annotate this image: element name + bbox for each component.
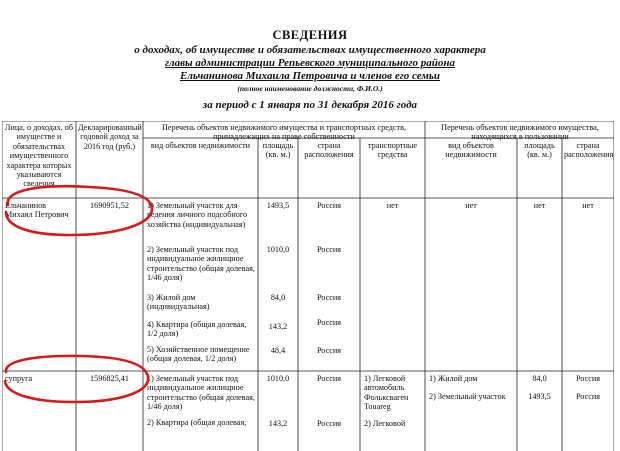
row2-income: 1596825,41 (90, 374, 129, 383)
row1-used-country: нет (582, 201, 594, 210)
header-owned-group: Перечень объектов недвижимого имущества и транспортных средств, принадлежащих на праве собственности (161, 123, 407, 142)
row1-vehicles: нет (386, 201, 399, 210)
row2-vehicle-2: 2) Легковой (364, 419, 406, 428)
document-title: СВЕДЕНИЯ (272, 28, 348, 42)
row2-used-1-type: 1) Жилой дом (429, 374, 478, 383)
row1-object-3-area: 84,0 (270, 293, 286, 302)
row2-used-2-country: Россия (575, 392, 601, 401)
row2-person: супруга (5, 374, 33, 383)
row1-object-2-area: 1010,0 (266, 245, 290, 254)
row2-object-2-country: Россия (316, 419, 342, 428)
row2-vehicle-1: 1) Легковой автомобиль Фольксваген Touareg (364, 374, 409, 412)
header-owned-area: площадь (кв. м.) (262, 141, 294, 160)
row1-object-2-country: Россия (316, 245, 342, 254)
row1-object-3-type: 3) Жилой дом (индивидуальная) (147, 293, 210, 312)
highlight-ellipse-income-2 (5, 356, 148, 402)
header-used-type: вид объектов недвижимости (445, 141, 497, 160)
header-used-area: площадь (кв. м.) (524, 141, 555, 160)
highlight-ellipse-income-1 (6, 186, 152, 235)
name-caption: (полное наименование должности, Ф.И.О.) (237, 84, 383, 93)
official-position: главы администрации Репьевского муниципального района (165, 57, 455, 69)
header-used-group: Перечень объектов недвижимого имущества, находящихся в пользовании (441, 123, 599, 142)
row1-object-5-type: 5) Хозяйственное помещение (общая долевая, 1/2 доля) (147, 345, 250, 364)
header-owned-country: страна расположения (304, 141, 354, 160)
row1-income: 1690951,52 (90, 201, 129, 210)
header-used-country: страна расположения (564, 141, 614, 160)
row2-used-2-area: 1493,5 (528, 392, 551, 401)
row2-used-1-country: Россия (575, 374, 601, 383)
row2-object-2-type: 2) Квартира (общая долевая, (147, 418, 247, 427)
row1-object-4-country: Россия (316, 318, 342, 327)
document-subtitle: о доходах, об имуществе и обязательствах имущественного характера (134, 44, 486, 56)
row2-object-1-type: 1) Земельный участок под индивидуальное жилищное строительство (общая долевая, 1/46 доля) (147, 374, 255, 412)
row1-object-5-area: 48,4 (270, 346, 286, 355)
reporting-period: за период с 1 января по 31 декабря 2016 года (202, 99, 418, 111)
row2-object-2-area: 143,2 (268, 419, 288, 428)
row1-object-5-country: Россия (316, 346, 342, 355)
header-income: Декларированный годовой доход за 2016 год (руб.) (78, 123, 142, 151)
row2-object-1-area: 1010,0 (266, 374, 290, 383)
row1-object-4-type: 4) Квартира (общая долевая, 1/2 доля) (147, 320, 247, 339)
row2-used-2-type: 2) Земельный участок (429, 392, 506, 401)
row1-used-type: нет (465, 201, 477, 210)
row1-object-2-type: 2) Земельный участок под индивидуальное жилищное строительство (общая долевая, 1/46 доля) (147, 245, 255, 283)
row1-person: Ельчанинов Михаил Петрович (5, 201, 69, 220)
row1-used-area: нет (533, 201, 546, 210)
official-name: Ельчанинова Михаила Петровича и членов его семьи (179, 70, 441, 82)
row1-object-3-country: Россия (316, 293, 342, 302)
row1-object-1-type: 1) Земельный участок для ведения личного подсобного хозяйства (индивидуальная) (147, 201, 248, 229)
header-person: Лица, о доходах, об имуществе и обязательствах имущественного характера которых указываются сведения (4, 123, 74, 189)
header-owned-type: вид объектов недвижимости (150, 141, 251, 150)
row1-object-1-area: 1493,5 (266, 201, 290, 210)
header-vehicles: транспортные средства (368, 141, 417, 160)
row1-object-1-country: Россия (316, 201, 342, 210)
row2-object-1-country: Россия (316, 374, 342, 383)
row2-used-1-area: 84,0 (532, 374, 547, 383)
row1-object-4-area: 143,2 (268, 322, 288, 331)
